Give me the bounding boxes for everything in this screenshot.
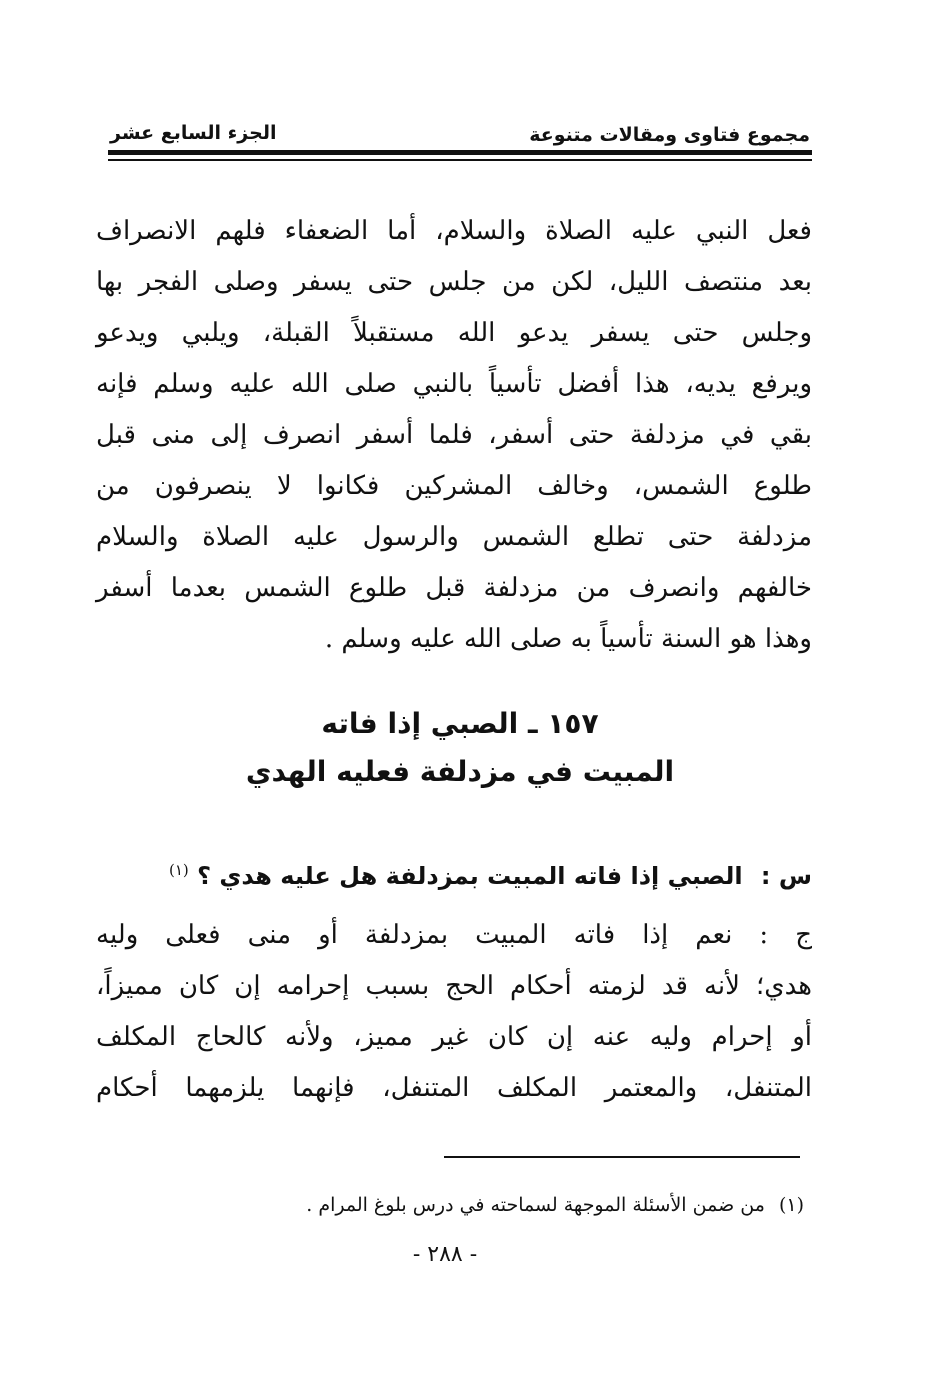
footnote-reference[interactable]: (١): [169, 861, 189, 879]
footnote-text: من ضمن الأسئلة الموجهة لسماحته في درس بلوغ المرام .: [306, 1194, 765, 1216]
answer-line: هدي؛ لأنه قد لزمته أحكام الحج بسبب إحرامه إن كان مميزاً،: [96, 971, 812, 1001]
body-line: مزدلفة حتى تطلع الشمس والرسول عليه الصلاة والسلام: [96, 522, 812, 552]
body-paragraph: [96, 206, 812, 665]
page-number: - ٢٨٨ -: [412, 1242, 478, 1267]
body-line: بقي في مزدلفة حتى أسفر، فلما أسفر انصرف إلى منى قبل: [96, 420, 812, 450]
fatwa-heading: [108, 700, 812, 796]
footnote: [306, 1190, 804, 1220]
volume-label: الجزء السابع عشر: [110, 122, 277, 144]
body-line: وجلس حتى يسفر يدعو الله مستقبلاً القبلة، ويلبي ويدعو: [96, 318, 812, 348]
question-text: الصبي إذا فاته المبيت بمزدلفة هل عليه هدي ؟: [197, 862, 743, 890]
body-line: طلوع الشمس، وخالف المشركين فكانوا لا ينصرفون من: [96, 471, 812, 501]
running-header: [108, 118, 810, 152]
fatwa-heading-line2: المبيت في مزدلفة فعليه الهدي: [245, 755, 675, 788]
body-line: وهذا هو السنة تأسياً به صلى الله عليه وسلم .: [324, 624, 812, 654]
footnote-number: (١): [778, 1194, 804, 1216]
question: [108, 850, 812, 896]
header-rule-thin: [108, 159, 812, 161]
book-title: مجموع فتاوى ومقالات متنوعة: [529, 124, 810, 146]
fatwa-heading-line1: ١٥٧ ـ الصبي إذا فاته: [321, 707, 599, 740]
answer-line: ج : نعم إذا فاته المبيت بمزدلفة أو منى فعلى وليه: [96, 920, 812, 950]
answer-paragraph: [96, 910, 812, 1114]
body-line: فعل النبي عليه الصلاة والسلام، أما الضعفاء فلهم الانصراف: [96, 216, 812, 246]
body-line: ويرفع يديه، هذا أفضل تأسياً بالنبي صلى الله عليه وسلم فإنه: [96, 369, 812, 399]
footnote-separator: [444, 1156, 800, 1158]
answer-line: أو إحرام وليه عنه إن كان غير مميز، ولأنه كالحاج المكلف: [96, 1022, 812, 1052]
header-rule-thick: [108, 150, 812, 155]
body-line: بعد منتصف الليل، لكن من جلس حتى يسفر وصلى الفجر بها: [96, 267, 812, 297]
answer-line: المتنفل، والمعتمر المكلف المتنفل، فإنهما يلزمهما أحكام: [96, 1073, 812, 1103]
body-line: خالفهم وانصرف من مزدلفة قبل طلوع الشمس بعدما أسفر: [96, 573, 812, 603]
question-prefix: س :: [760, 862, 812, 890]
